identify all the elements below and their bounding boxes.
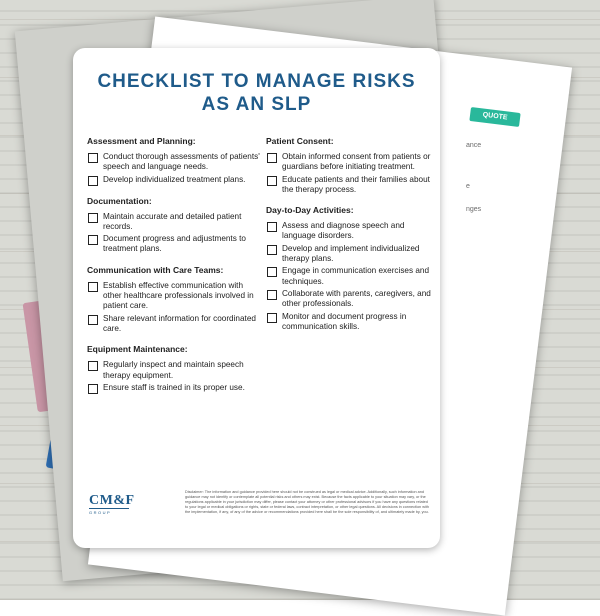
- checklist-item-text: Ensure staff is trained in its proper use.: [103, 382, 245, 392]
- title-line-2: AS AN SLP: [201, 94, 312, 115]
- checkbox[interactable]: [267, 313, 277, 323]
- page-title: [73, 70, 440, 116]
- checklist-item: [87, 234, 263, 255]
- checklist-item-text: Engage in communication exercises and techniques.: [282, 266, 430, 286]
- left-column: [87, 136, 263, 404]
- section-consent: [266, 136, 436, 195]
- checkbox[interactable]: [88, 235, 98, 245]
- checklist-item-text: Regularly inspect and maintain speech therapy equipment.: [103, 360, 244, 380]
- checklist-item: [266, 175, 436, 196]
- checklist-item: [87, 212, 263, 233]
- section-heading: Day-to-Day Activities:: [266, 205, 354, 216]
- checklist-item: [266, 244, 436, 265]
- section-heading: Assessment and Planning:: [87, 136, 196, 146]
- checkbox[interactable]: [88, 282, 98, 292]
- checkbox[interactable]: [267, 222, 277, 232]
- section-heading: Patient Consent:: [266, 136, 334, 146]
- checkbox[interactable]: [88, 361, 98, 371]
- peek-text-3: nges: [466, 206, 482, 213]
- checklist-item-text: Monitor and document progress in communication skills.: [282, 311, 407, 331]
- section-assessment: [87, 136, 263, 186]
- section-heading: Communication with Care Teams:: [87, 264, 224, 275]
- checkbox[interactable]: [267, 153, 277, 163]
- company-logo: [89, 493, 135, 519]
- checklist-item-text: Conduct thorough assessments of patients' speech and language needs.: [103, 152, 260, 172]
- checklist-item: [87, 360, 263, 381]
- checkbox[interactable]: [88, 384, 98, 394]
- peek-text-2: e: [466, 183, 470, 190]
- checkbox[interactable]: [88, 213, 98, 223]
- checklist-item-text: Share relevant information for coordinated care.: [103, 313, 256, 333]
- checklist-item-text: Obtain informed consent from patients or guardians before initiating treatment.: [282, 152, 431, 172]
- checklist-page: [73, 48, 440, 548]
- checklist-item: [87, 152, 263, 173]
- checkbox[interactable]: [267, 176, 277, 186]
- section-heading: Documentation:: [87, 195, 152, 206]
- checklist-item-text: Establish effective communication with other healthcare professionals involved in patient care.: [103, 280, 254, 311]
- checklist-item: [87, 383, 263, 394]
- checkbox[interactable]: [267, 245, 277, 255]
- checklist-item-text: Document progress and adjustments to treatment plans.: [103, 234, 246, 254]
- peek-text-1: ance: [466, 142, 482, 149]
- logo-text: CM&F: [89, 493, 135, 508]
- checklist-item-text: Collaborate with parents, caregivers, and other professionals.: [282, 288, 431, 309]
- right-column: [266, 136, 436, 342]
- checklist-item-text: Assess and diagnose speech and language disorders.: [282, 221, 405, 241]
- checkbox[interactable]: [88, 176, 98, 186]
- checklist-item: [266, 266, 436, 287]
- logo-subtext: GROUP: [89, 508, 129, 515]
- section-heading: Equipment Maintenance:: [87, 344, 188, 355]
- section-day-to-day: [266, 205, 436, 332]
- disclaimer-text: Disclaimer: The information and guidance provided here should not be construed as legal or medical advice. Additionally, such information and guidance may not identify or contemplate all potential risks and others may exist. Because the facts applicable to your situation may vary, or the regulations applicable in your jurisdiction may differ, please contact your attorney or other professional advisors if you have any questions related to your legal or medical obligations or rights, state or federal laws, contract interpretation, or other legal questions. All decisions in connection with the implementation, if any, of any of the advice or recommendations provided here shall be the sole responsibility of, and ultimately made by, you.: [185, 490, 429, 515]
- checklist-item: [87, 314, 263, 335]
- checkbox[interactable]: [88, 153, 98, 163]
- checkbox[interactable]: [267, 267, 277, 277]
- checklist-item: [266, 312, 436, 333]
- checkbox[interactable]: [88, 315, 98, 325]
- checklist-item: [266, 289, 436, 310]
- quote-tab: QUOTE: [469, 107, 520, 127]
- title-line-1: CHECKLIST TO MANAGE RISKS: [97, 71, 416, 92]
- checklist-item-text: Develop individualized treatment plans.: [103, 174, 246, 184]
- checkbox[interactable]: [267, 290, 277, 300]
- section-equipment: [87, 344, 263, 394]
- checklist-item-text: Develop and implement individualized therapy plans.: [282, 243, 420, 264]
- checklist-item: [87, 281, 263, 312]
- section-documentation: [87, 196, 263, 255]
- section-communication: [87, 265, 263, 334]
- checklist-item-text: Educate patients and their families about the therapy process.: [282, 174, 430, 194]
- checklist-item: [87, 175, 263, 186]
- checklist-item: [266, 221, 436, 242]
- checklist-item: [266, 152, 436, 173]
- checklist-item-text: Maintain accurate and detailed patient records.: [103, 211, 242, 231]
